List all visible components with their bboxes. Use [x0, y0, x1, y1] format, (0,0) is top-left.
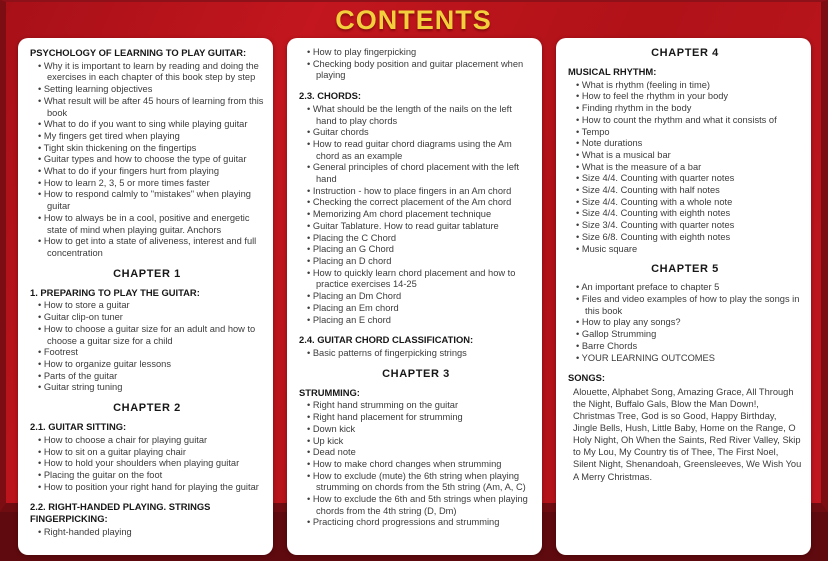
- section-heading: 2.3. CHORDS:: [299, 90, 361, 102]
- section-heading: 1. PREPARING TO PLAY THE GUITAR:: [30, 286, 200, 298]
- columns-container: [6, 38, 821, 561]
- toc-item: • Right-handed playing: [38, 527, 264, 539]
- toc-item: • How to quickly learn chord placement and how to practice exercises 14-25: [307, 268, 533, 291]
- toc-list: [568, 80, 802, 256]
- toc-item: • An important preface to chapter 5: [576, 282, 802, 294]
- toc-item: • Size 6/8. Counting with eighth notes: [576, 232, 802, 244]
- toc-item: • How to make chord changes when strumming: [307, 459, 533, 471]
- toc-item: • How to count the rhythm and what it consists of: [576, 115, 802, 127]
- songs-paragraph: Alouette, Alphabet Song, Amazing Grace, All Through the Night, Buffalo Gals, Blow the Man Down!, Christmas Tree, God is so Good, Happy Birthday, Jingle Bells, Hush, Little Baby, Home on the Range, O Holy Night, Oh When the Saints, Red River Valley, Skip to My Lou, My Country tis of Thee, The First Noel, Silent Night, Shenandoah, Greensleeves, We Wish You A Merry Christmas.: [573, 386, 802, 482]
- toc-item: • Files and video examples of how to play the songs in this book: [576, 294, 802, 317]
- toc-list: [299, 400, 533, 529]
- chapter-heading: CHAPTER 5: [651, 263, 719, 276]
- toc-item: • Guitar string tuning: [38, 382, 264, 394]
- toc-item: • Tempo: [576, 127, 802, 139]
- toc-item: • How to feel the rhythm in your body: [576, 91, 802, 103]
- toc-item: • How to store a guitar: [38, 300, 264, 312]
- toc-item: • Practicing chord progressions and strumming: [307, 517, 533, 529]
- toc-item: • Instruction - how to place fingers in an Am chord: [307, 186, 533, 198]
- section-heading: STRUMMING:: [299, 386, 360, 398]
- toc-item: • How to organize guitar lessons: [38, 359, 264, 371]
- toc-item: • Setting learning objectives: [38, 84, 264, 96]
- section-heading: PSYCHOLOGY OF LEARNING TO PLAY GUITAR:: [30, 47, 247, 58]
- toc-item: • My fingers get tired when playing: [38, 131, 264, 143]
- toc-list: [30, 435, 264, 494]
- section-heading: SONGS:: [568, 372, 605, 384]
- toc-item: • Placing an D chord: [307, 256, 533, 268]
- chapter-heading: CHAPTER 1: [113, 267, 181, 280]
- toc-item: • How to get into a state of aliveness, interest and full concentration: [38, 236, 264, 259]
- section-heading: 2.4. GUITAR CHORD CLASSIFICATION:: [299, 334, 474, 346]
- toc-item: • What to do if you want to sing while playing guitar: [38, 119, 264, 131]
- toc-item: • Placing the C Chord: [307, 233, 533, 245]
- toc-item: • Dead note: [307, 447, 533, 459]
- toc-item: • How to always be in a cool, positive and energetic state of mind when playing guitar. Anchors: [38, 213, 264, 236]
- section-heading: MUSICAL RHYTHM:: [568, 66, 657, 77]
- toc-list: [299, 47, 533, 82]
- toc-item: • Tight skin thickening on the fingertips: [38, 143, 264, 155]
- toc-item: • How to play fingerpicking: [307, 47, 533, 59]
- contents-column-1: [18, 38, 273, 555]
- contents-column-2: [287, 38, 542, 555]
- toc-item: • Basic patterns of fingerpicking strings: [307, 348, 533, 360]
- toc-item: • General principles of chord placement with the left hand: [307, 162, 533, 185]
- toc-item: • Up kick: [307, 436, 533, 448]
- chapter-heading: CHAPTER 3: [382, 367, 450, 380]
- toc-item: • Size 4/4. Counting with eighth notes: [576, 208, 802, 220]
- toc-list: [30, 61, 264, 260]
- toc-item: • Guitar types and how to choose the type of guitar: [38, 154, 264, 166]
- toc-item: • Placing the guitar on the foot: [38, 470, 264, 482]
- toc-item: • Placing an E chord: [307, 315, 533, 327]
- section-heading: 2.2. RIGHT-HANDED PLAYING. STRINGS FINGERPICKING:: [30, 501, 211, 525]
- toc-item: • Guitar chords: [307, 127, 533, 139]
- toc-item: • Gallop Strumming: [576, 329, 802, 341]
- toc-item: • How to sit on a guitar playing chair: [38, 447, 264, 459]
- toc-item: • How to exclude (mute) the 6th string when playing strumming on chords from the 5th string (Am, A, C): [307, 471, 533, 494]
- toc-list: [568, 282, 802, 364]
- toc-item: • How to choose a chair for playing guitar: [38, 435, 264, 447]
- toc-item: • Music square: [576, 244, 802, 256]
- toc-item: • Memorizing Am chord placement technique: [307, 209, 533, 221]
- toc-item: • How to hold your shoulders when playing guitar: [38, 458, 264, 470]
- chapter-heading: CHAPTER 2: [113, 402, 181, 415]
- section-heading: 2.1. GUITAR SITTING:: [30, 421, 127, 433]
- toc-item: • How to position your right hand for playing the guitar: [38, 482, 264, 494]
- toc-item: • Checking the correct placement of the Am chord: [307, 197, 533, 209]
- toc-item: • Parts of the guitar: [38, 371, 264, 383]
- toc-item: • What should be the length of the nails on the left hand to play chords: [307, 104, 533, 127]
- toc-item: • What result will be after 45 hours of learning from this book: [38, 96, 264, 119]
- toc-list: [30, 527, 264, 539]
- contents-column-3: [556, 38, 811, 555]
- toc-item: • Down kick: [307, 424, 533, 436]
- toc-item: • Right hand placement for strumming: [307, 412, 533, 424]
- toc-item: • Placing an G Chord: [307, 244, 533, 256]
- toc-item: • Placing an Dm Chord: [307, 291, 533, 303]
- toc-item: • Placing an Em chord: [307, 303, 533, 315]
- toc-item: • Finding rhythm in the body: [576, 103, 802, 115]
- toc-item: • How to learn 2, 3, 5 or more times faster: [38, 178, 264, 190]
- toc-item: • What is a musical bar: [576, 150, 802, 162]
- toc-item: • What is rhythm (feeling in time): [576, 80, 802, 92]
- toc-item: • YOUR LEARNING OUTCOMES: [576, 353, 802, 365]
- chapter-heading: CHAPTER 4: [651, 47, 719, 59]
- toc-item: • Right hand strumming on the guitar: [307, 400, 533, 412]
- toc-list: [299, 104, 533, 326]
- page-title: CONTENTS: [335, 5, 492, 35]
- toc-item: • What is the measure of a bar: [576, 162, 802, 174]
- toc-item: • How to exclude the 6th and 5th strings when playing chords from the 4th string (D, Dm): [307, 494, 533, 517]
- toc-item: • Checking body position and guitar placement when playing: [307, 59, 533, 82]
- toc-item: • Guitar Tablature. How to read guitar tablature: [307, 221, 533, 233]
- toc-item: • Barre Chords: [576, 341, 802, 353]
- toc-item: • Size 4/4. Counting with quarter notes: [576, 173, 802, 185]
- toc-item: • What to do if your fingers hurt from playing: [38, 166, 264, 178]
- toc-item: • Why it is important to learn by reading and doing the exercises in each chapter of this book step by step: [38, 61, 264, 84]
- toc-item: • Size 4/4. Counting with half notes: [576, 185, 802, 197]
- toc-item: • Note durations: [576, 138, 802, 150]
- toc-item: • Footrest: [38, 347, 264, 359]
- toc-list: [30, 300, 264, 394]
- toc-item: • How to read guitar chord diagrams using the Am chord as an example: [307, 139, 533, 162]
- toc-item: • Size 3/4. Counting with quarter notes: [576, 220, 802, 232]
- toc-list: [299, 348, 533, 360]
- toc-item: • Guitar clip-on tuner: [38, 312, 264, 324]
- toc-item: • Size 4/4. Counting with a whole note: [576, 197, 802, 209]
- toc-item: • How to choose a guitar size for an adult and how to choose a guitar size for a child: [38, 324, 264, 347]
- toc-item: • How to play any songs?: [576, 317, 802, 329]
- toc-item: • How to respond calmly to "mistakes" when playing guitar: [38, 189, 264, 212]
